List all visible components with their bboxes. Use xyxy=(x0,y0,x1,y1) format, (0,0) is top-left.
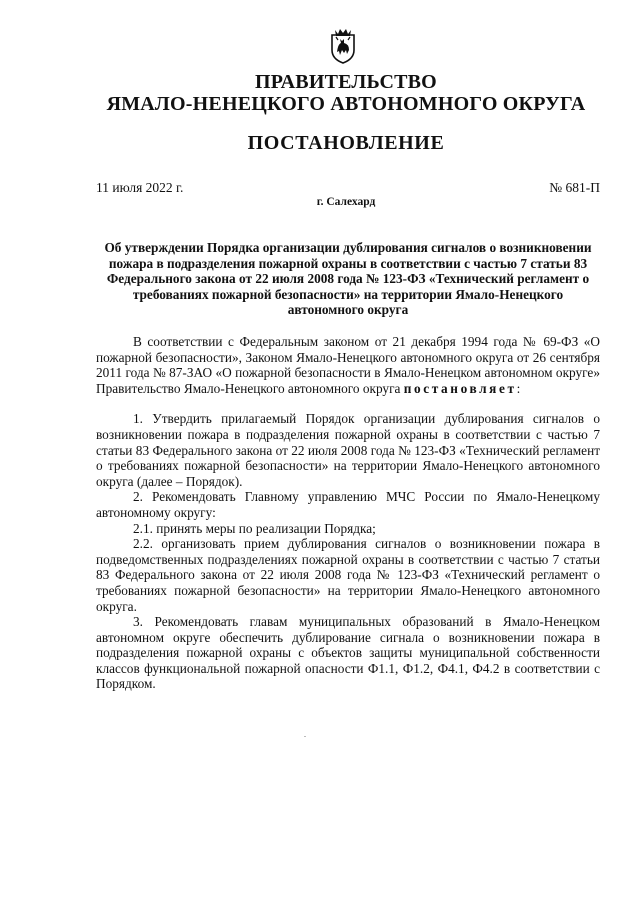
item-2: 2. Рекомендовать Главному управлению МЧС России по Ямало-Ненецкому автономному округу: xyxy=(96,489,600,520)
document-date: 11 июля 2022 г. xyxy=(96,180,184,195)
coat-of-arms-icon xyxy=(329,26,357,64)
document-number: № 681-П xyxy=(549,180,600,195)
scan-speck xyxy=(304,736,306,737)
preamble-text: В соответствии с Федеральным законом от 21 декабря 1994 года № 69-ФЗ «О пожарной безопасности», Законом Ямало-Ненецкого автономного округа от 26 сентября 2011 года № 87-ЗАО «О пожарной безопасности в Ямало-Ненецком автономном округе» Правительство Ямало-Ненецкого автономного округа xyxy=(96,334,600,396)
preamble-paragraph xyxy=(96,334,600,396)
government-title: ПРАВИТЕЛЬСТВО xyxy=(255,71,437,93)
document-city: г. Салехард xyxy=(316,196,376,208)
government-region-title: ЯМАЛО-НЕНЕЦКОГО АВТОНОМНОГО ОКРУГА xyxy=(106,93,586,115)
resolves-word: постановляет xyxy=(403,380,517,396)
item-2-2: 2.2. организовать прием дублирования сигналов о возникновении пожара в подведомственных подразделениях пожарной охраны в соответствии с частью 7 статьи 83 Федерального закона от 22 июля 2008 года № 123-ФЗ «Технический регламент о требованиях пожарной безопасности» на территории Ямало-Ненецкого автономного округа. xyxy=(96,536,600,614)
item-3: 3. Рекомендовать главам муниципальных образований в Ямало-Ненецком автономном округе обеспечить дублирование сигнала о возникновении пожара в подразделения пожарной охраны с объектов защиты муниципальной собственности классов функциональной пожарной опасности Ф1.1, Ф1.2, Ф4.1, Ф4.2 в соответствии с Порядком. xyxy=(96,614,600,692)
preamble-colon: : xyxy=(516,380,521,396)
item-1: 1. Утвердить прилагаемый Порядок организации дублирования сигналов о возникновении пожара в подразделения пожарной охраны в соответствии с частью 7 статьи 83 Федерального закона от 22 июля 2008 года № 123-ФЗ «Технический регламент о требованиях пожарной безопасности» на территории Ямало-Ненецкого автономного округа (далее – Порядок). xyxy=(96,411,600,489)
document-type: ПОСТАНОВЛЕНИЕ xyxy=(247,132,445,154)
item-2-1: 2.1. принять меры по реализации Порядка; xyxy=(133,520,376,536)
paragraph-gap xyxy=(96,396,600,411)
document-heading: Об утверждении Порядка организации дублирования сигналов о возникновении пожара в подразделения пожарной охраны в соответствии с частью 7 статьи 83 Федерального закона от 22 июля 2008 года № 123-ФЗ «Технический регламент о требованиях пожарной безопасности» на территории Ямало-Ненецкого автономного округа xyxy=(104,240,592,318)
document-body xyxy=(96,334,600,692)
